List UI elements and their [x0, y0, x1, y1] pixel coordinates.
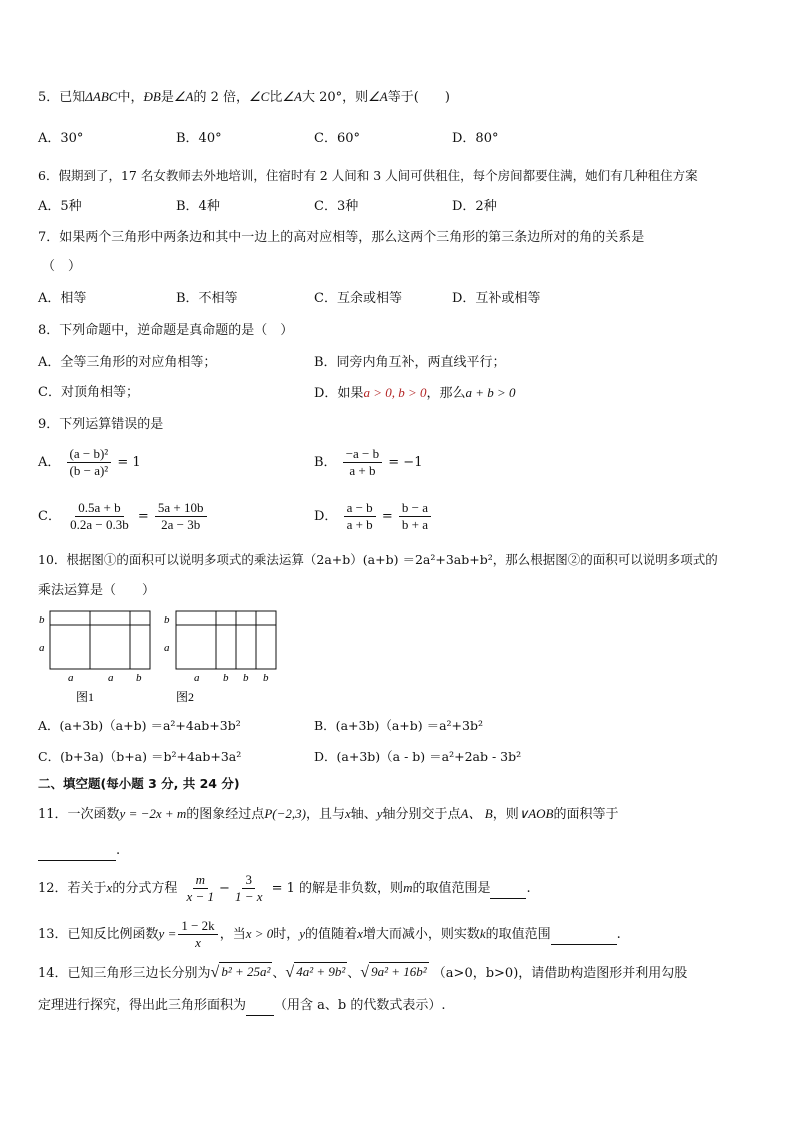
- figure-2-side-b: b: [164, 614, 170, 626]
- q9-option-d: [314, 500, 433, 533]
- figure-2: [164, 611, 276, 704]
- sqrt-icon: √: [210, 964, 220, 981]
- q13-end: .: [616, 927, 621, 942]
- q8-option-a: A．全等三角形的对应角相等；: [38, 355, 217, 370]
- denominator: x: [195, 935, 201, 950]
- q6-option-b: B．4种: [176, 199, 220, 214]
- q11-point: P(−2,3): [264, 806, 306, 821]
- sqrt-icon: √: [360, 964, 370, 981]
- q9-option-c-fraction-right: [155, 500, 207, 533]
- q12-text: 的分式方程: [112, 881, 178, 896]
- q5-angle-a: ∠A: [282, 89, 302, 104]
- q9-option-a: [38, 446, 141, 479]
- numerator: 5a + 10b: [155, 500, 207, 517]
- q8-option-d-condition: a > 0, b > 0: [363, 385, 427, 400]
- q13-text: 的值随着: [305, 927, 358, 942]
- q8-option-d-text: D．如果: [314, 386, 364, 401]
- numerator: a − b: [344, 500, 376, 517]
- radicand: b² + 25a²: [221, 964, 271, 979]
- q7-option-d: D．互补或相等: [452, 291, 541, 306]
- q6-option-c: C．3种: [314, 199, 359, 214]
- numerator: 1 − 2k: [178, 918, 217, 935]
- q5-text: 大 20°，则: [301, 90, 369, 105]
- radicand: 9a² + 16b²: [371, 964, 427, 979]
- denominator: (b − a)²: [69, 463, 109, 478]
- q9-stem: 9．下列运算错误的是: [38, 417, 164, 432]
- q5-text: 等于( ): [387, 90, 450, 105]
- q12-end: .: [526, 881, 531, 896]
- q11-points: A、 B: [460, 806, 493, 821]
- q5-angle-a: ∠A: [368, 89, 388, 104]
- q12-x: x: [106, 880, 113, 895]
- q5-option-d: D．80°: [452, 131, 499, 146]
- q9-option-a-rhs: = 1: [117, 455, 141, 470]
- q5-text: 5．已知: [38, 90, 86, 105]
- q5-option-b: B．40°: [176, 131, 222, 146]
- q9-option-c: [38, 500, 209, 533]
- q9-option-b-rhs: = −1: [388, 455, 423, 470]
- q12-blank[interactable]: [490, 880, 526, 899]
- q5-option-c: C．60°: [314, 131, 360, 146]
- q9-option-c-label: C．: [38, 509, 61, 524]
- q7-stem: 7．如果两个三角形中两条边和其中一边上的高对应相等，那么这两个三角形的第三条边所对的角的关系是: [38, 230, 645, 245]
- q12-stem: [38, 872, 531, 905]
- q12-text: = 1 的解是非负数，则: [271, 881, 404, 896]
- q11-triangle: ∨AOB: [518, 806, 554, 821]
- q11-text: 轴分别交于点: [382, 807, 461, 822]
- q11-y: y: [376, 806, 383, 821]
- q8-option-b: B．同旁内角互补，两直线平行；: [314, 355, 506, 370]
- q5-angle-a: ∠A: [173, 89, 194, 104]
- q5-angle-c: ∠C: [249, 89, 270, 104]
- q14-text: 定理进行探究，得出此三角形面积为: [38, 998, 247, 1013]
- figure-1-outer-rect: [50, 611, 150, 669]
- denominator: 1 − x: [234, 889, 263, 904]
- denominator: b + a: [401, 517, 428, 532]
- q13-x-var: x: [357, 926, 363, 941]
- q11-end: .: [116, 843, 121, 858]
- q9-option-b-fraction: [343, 446, 382, 479]
- q8-option-c: C．对顶角相等；: [38, 385, 139, 400]
- q10-stem-line2: 乘法运算是（ ）: [38, 583, 156, 598]
- q12-fraction-left: [183, 872, 217, 905]
- q9-option-b-label: B．: [314, 455, 337, 470]
- q14-text: 14．已知三角形三边长分别为: [38, 966, 211, 981]
- figure-2-side-a: a: [164, 642, 170, 654]
- figure-1-caption: 图1: [76, 690, 95, 704]
- figure-1-bottom-a: a: [68, 672, 74, 684]
- q13-blank[interactable]: [551, 926, 617, 945]
- q13-text: 的取值范围: [485, 927, 551, 942]
- figure-1-bottom-b: b: [136, 672, 142, 684]
- q9-option-c-equals: =: [137, 509, 149, 524]
- q14-side-2: [285, 962, 347, 981]
- figure-2-bottom-a: a: [194, 672, 200, 684]
- section-2-title: 二、填空题(每小题 3 分, 共 24 分): [38, 776, 240, 791]
- q14-side-3: [360, 962, 428, 981]
- q13-y-var: y: [299, 926, 306, 941]
- q12-m: m: [403, 880, 413, 895]
- q11-text: ，则: [492, 807, 519, 822]
- q14-text: （a>0，b>0)，请借助构造图形并利用勾股: [432, 966, 688, 981]
- q5-text: 中，: [117, 90, 144, 105]
- q8-option-d-conclusion: a + b > 0: [465, 385, 516, 400]
- figure-1-side-a: a: [39, 642, 45, 654]
- q13-text: 增大而减小，则实数: [362, 927, 480, 942]
- q6-option-d: D．2种: [452, 199, 497, 214]
- numerator: m: [193, 872, 208, 889]
- q5-option-a: A．30°: [38, 131, 84, 146]
- q13-y: y =: [158, 926, 177, 941]
- q12-fraction-right: [232, 872, 266, 905]
- q5-stem: [38, 88, 450, 107]
- q13-k: k: [479, 926, 486, 941]
- q13-fraction: [178, 918, 217, 951]
- denominator: x − 1: [186, 889, 215, 904]
- q13-text: ，当: [219, 927, 246, 942]
- denominator: a + b: [349, 463, 376, 478]
- q10-option-b: B．(a+3b)（a+b) ＝a²+3b²: [314, 718, 484, 733]
- q5-text: 是: [160, 90, 174, 105]
- q10-option-d: D．(a+3b)（a - b) ＝a²+2ab - 3b²: [314, 749, 522, 764]
- q11-text: 的图象经过点: [186, 807, 265, 822]
- q6-stem: 6．假期到了，17 名女教师去外地培训，住宿时有 2 人间和 3 人间可供租住，每个房间都要住满，她们有几种租住方案: [38, 168, 698, 183]
- q10-stem-line1: 10．根据图①的面积可以说明多项式的乘法运算（2a+b）(a+b) ＝2a²+3ab+b²，那么根据图②的面积可以说明多项式的: [38, 552, 718, 567]
- q14-blank[interactable]: [246, 997, 274, 1016]
- q7-option-b: B．不相等: [176, 291, 238, 306]
- figure-2-outer-rect: [176, 611, 276, 669]
- q13-text: 时，: [273, 927, 300, 942]
- q14-side-1: [211, 962, 273, 981]
- q10-figures: [38, 605, 283, 705]
- q9-option-c-fraction-left: [67, 500, 132, 533]
- q11-text: 轴、: [350, 807, 377, 822]
- sqrt-icon: √: [285, 964, 295, 981]
- q9-option-b: [314, 446, 422, 479]
- q5-text: 比: [269, 90, 283, 105]
- q9-option-a-fraction: [67, 446, 112, 479]
- q12-minus: −: [219, 881, 230, 896]
- q11-function: y = −2x + m: [119, 806, 187, 821]
- numerator: 3: [242, 872, 255, 889]
- q13-condition: x > 0: [245, 926, 274, 941]
- denominator: 0.2a − 0.3b: [70, 517, 129, 532]
- q11-text: 的面积等于: [553, 807, 619, 822]
- q10-option-a: A．(a+3b)（a+b) ＝a²+4ab+3b²: [38, 718, 241, 733]
- q14-separator: 、: [272, 966, 286, 981]
- q11-blank[interactable]: [38, 842, 116, 861]
- q12-text: 12．若关于: [38, 881, 107, 896]
- q12-text: 的取值范围是: [412, 881, 491, 896]
- q14-stem-line1: [38, 962, 687, 983]
- denominator: 2a − 3b: [161, 517, 201, 532]
- q11-stem: [38, 805, 619, 824]
- q11-answer-line: [38, 842, 120, 861]
- figure-2-caption: 图2: [176, 690, 195, 704]
- q13-text: 13．已知反比例函数: [38, 927, 159, 942]
- radicand: 4a² + 9b²: [296, 964, 346, 979]
- numerator: b − a: [399, 500, 431, 517]
- numerator: −a − b: [343, 446, 382, 463]
- q7-option-c: C．互余或相等: [314, 291, 402, 306]
- q5-triangle: ΔABC: [85, 89, 118, 104]
- numerator: (a − b)²: [67, 446, 112, 463]
- q14-text: （用含 a、b 的代数式表示）.: [274, 998, 446, 1013]
- q11-text: 11．一次函数: [38, 807, 120, 822]
- q9-option-d-fraction-left: [344, 500, 376, 533]
- q5-text: 的 2 倍，: [193, 90, 249, 105]
- q13-stem: [38, 918, 621, 951]
- figure-2-bottom-b: b: [223, 672, 229, 684]
- figure-1-bottom-a: a: [108, 672, 114, 684]
- q6-option-a: A．5种: [38, 199, 82, 214]
- q9-option-d-label: D．: [314, 509, 338, 524]
- figure-2-bottom-b: b: [263, 672, 269, 684]
- q14-stem-line2: [38, 997, 446, 1016]
- q9-option-a-label: A．: [38, 455, 61, 470]
- q7-paren: （ ）: [42, 259, 82, 274]
- q8-option-d: [314, 384, 516, 403]
- figure-1: [39, 611, 150, 704]
- q9-option-d-fraction-right: [399, 500, 431, 533]
- q8-option-d-text: ，那么: [426, 386, 466, 401]
- q11-text: ，且与: [305, 807, 345, 822]
- figure-2-bottom-b: b: [243, 672, 249, 684]
- figure-1-side-b: b: [39, 614, 45, 626]
- q5-angle-b: ÐB: [143, 89, 161, 104]
- q7-option-a: A．相等: [38, 291, 87, 306]
- q10-option-c: C．(b+3a)（b+a) ＝b²+4ab+3a²: [38, 749, 242, 764]
- q11-x: x: [344, 806, 351, 821]
- denominator: a + b: [346, 517, 373, 532]
- q14-separator: 、: [347, 966, 361, 981]
- numerator: 0.5a + b: [75, 500, 123, 517]
- q9-option-d-equals: =: [381, 509, 393, 524]
- q8-stem: 8．下列命题中，逆命题是真命题的是（ ）: [38, 323, 294, 338]
